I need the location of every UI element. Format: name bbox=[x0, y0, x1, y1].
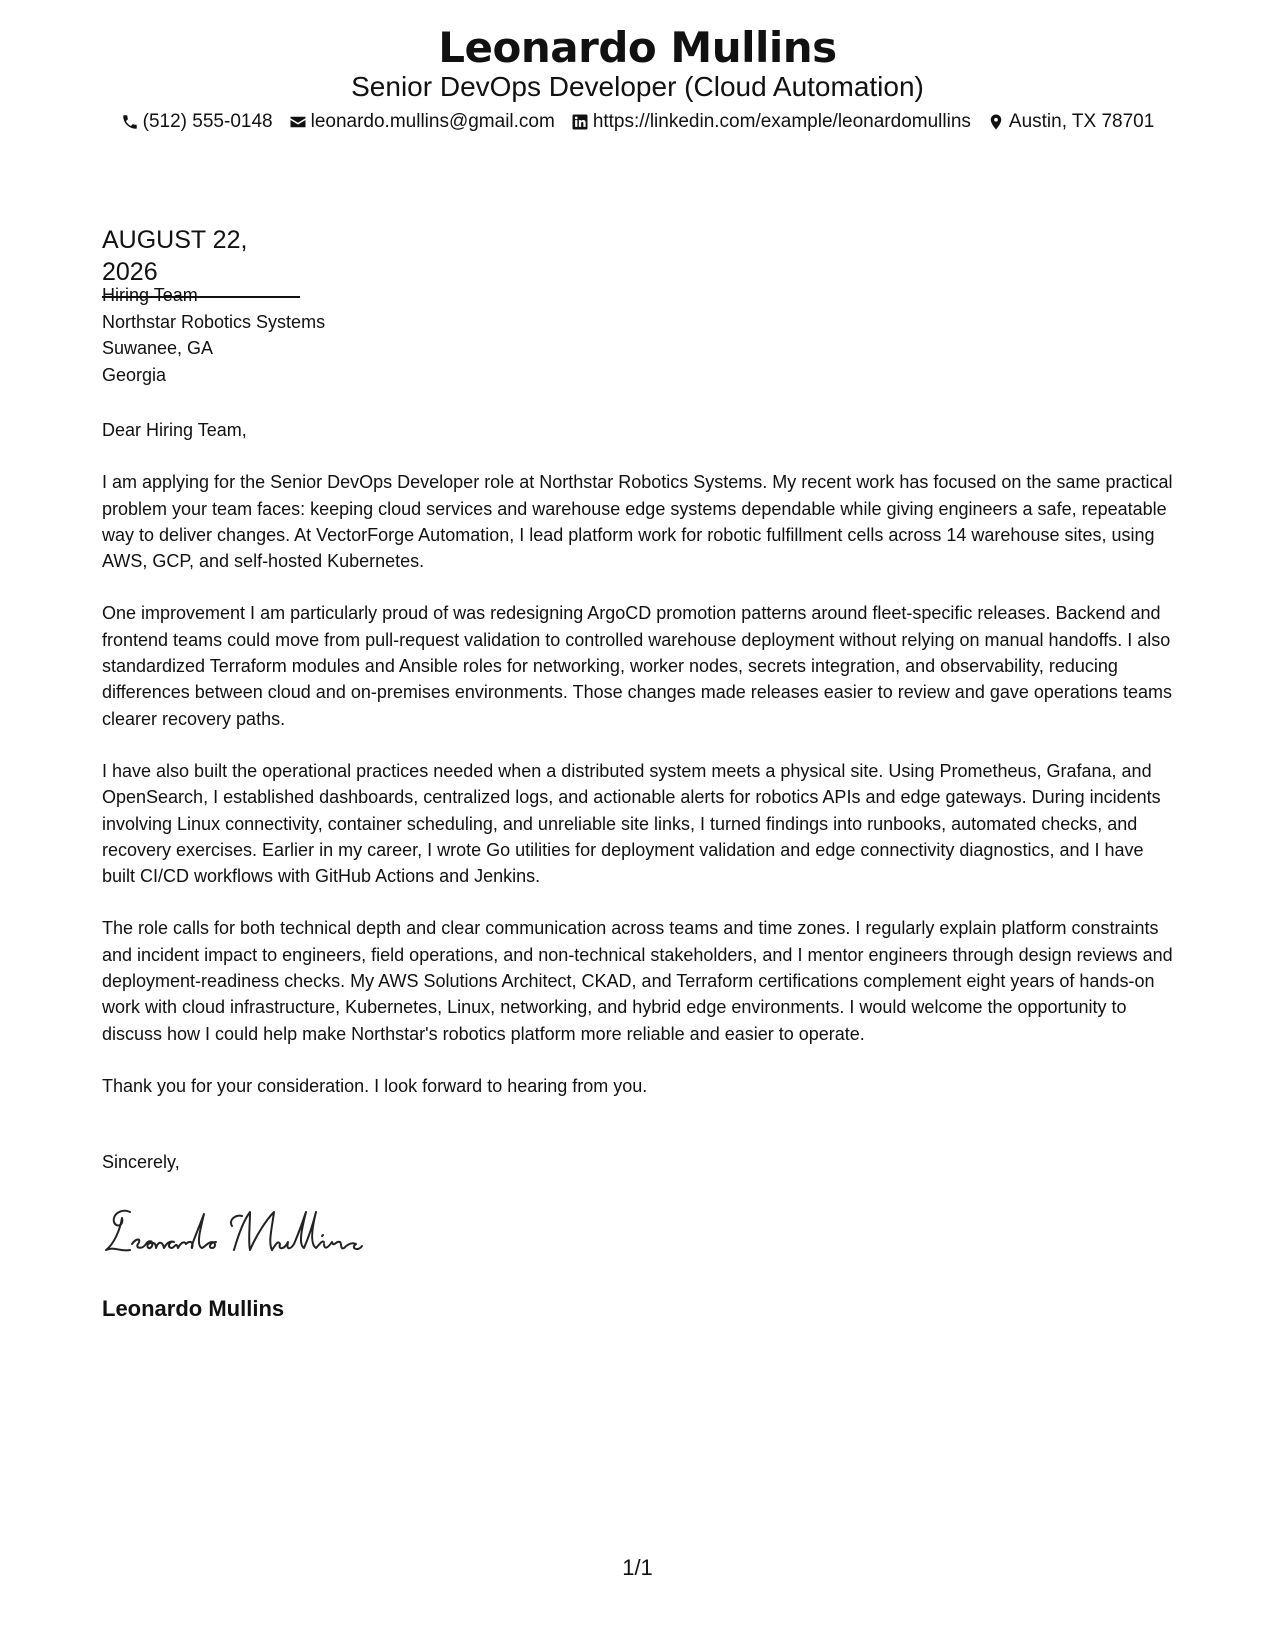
body-paragraph: One improvement I am particularly proud of was redesigning ArgoCD promotion patterns around fleet-specific releases. Backend and frontend teams could move from pull-request validation to controlled warehouse deployment without relying on manual handoffs. I also standardized Terraform modules and Ansible roles for networking, worker nodes, secrets integration, and observability, reducing differences between cloud and on-premises environments. Those changes made releases easier to review and gave operations teams clearer recovery paths. bbox=[102, 603, 1172, 729]
email-text[interactable]: leonardo.mullins@gmail.com bbox=[310, 111, 555, 132]
linkedin-text[interactable]: https://linkedin.com/example/leonardomullins bbox=[592, 111, 971, 132]
body-paragraph: I am applying for the Senior DevOps Developer role at Northstar Robotics Systems. My recent work has focused on the same practical problem your team faces: keeping cloud services and warehouse edge systems dependable while giving engineers a safe, repeatable way to deliver changes. At VectorForge Automation, I lead platform work for robotic fulfillment cells across 14 warehouse sites, using AWS, GCP, and self-hosted Kubernetes. bbox=[102, 472, 1173, 572]
contact-bar bbox=[0, 110, 1275, 134]
letter-date: AUGUST 22, 2026 bbox=[102, 224, 300, 298]
phone-icon bbox=[121, 113, 139, 131]
recipient-line: Hiring Team bbox=[102, 285, 198, 305]
applicant-name: Leonardo Mullins bbox=[438, 23, 837, 72]
page-indicator: 1/1 bbox=[622, 1555, 653, 1580]
contact-email[interactable] bbox=[289, 110, 555, 134]
recipient-block bbox=[102, 282, 325, 388]
letter-body bbox=[102, 417, 1177, 1125]
linkedin-icon bbox=[571, 113, 589, 131]
recipient-line: Northstar Robotics Systems bbox=[102, 311, 326, 332]
recipient-line: Suwanee, GA bbox=[102, 338, 214, 358]
body-paragraph: I have also built the operational practices needed when a distributed system meets a physical site. Using Prometheus, Grafana, and OpenSearch, I established dashboards, centralized logs, and actionable alerts for robotics APIs and edge gateways. During incidents involving Linux connectivity, container scheduling, and unreliable site links, I turned findings into runbooks, automated checks, and recovery exercises. Earlier in my career, I wrote Go utilities for deployment validation and edge connectivity diagnostics, and I have built CI/CD workflows with GitHub Actions and Jenkins. bbox=[102, 760, 1161, 887]
body-paragraph: Thank you for your consideration. I look forward to hearing from you. bbox=[102, 1075, 648, 1096]
signature-text: Leonardo Mullins bbox=[100, 1200, 108, 1201]
handwritten-signature bbox=[100, 1200, 370, 1260]
map-pin-icon bbox=[987, 113, 1005, 131]
envelope-icon bbox=[289, 113, 307, 131]
closing: Sincerely, bbox=[102, 1152, 180, 1172]
contact-phone bbox=[121, 110, 273, 134]
contact-location bbox=[987, 110, 1154, 134]
phone-text: (512) 555-0148 bbox=[142, 111, 273, 132]
contact-linkedin[interactable] bbox=[571, 110, 971, 134]
body-paragraph: The role calls for both technical depth and clear communication across teams and time zones. I regularly explain platform constraints and incident impact to engineers, field operations, and non-technical stakeholders, and I mentor engineers through design reviews and deployment-readiness checks. My AWS Solutions Architect, CKAD, and Terraform certifications complement eight years of hands-on work with cloud infrastructure, Kubernetes, Linux, networking, and hybrid edge environments. I would welcome the opportunity to discuss how I could help make Northstar's robotics platform more reliable and easier to operate. bbox=[102, 918, 1173, 1044]
recipient-line: Georgia bbox=[102, 364, 167, 385]
salutation: Dear Hiring Team, bbox=[102, 420, 247, 440]
signer-name: Leonardo Mullins bbox=[102, 1296, 285, 1321]
location-text: Austin, TX 78701 bbox=[1008, 111, 1155, 132]
applicant-headline: Senior DevOps Developer (Cloud Automation) bbox=[351, 71, 924, 102]
